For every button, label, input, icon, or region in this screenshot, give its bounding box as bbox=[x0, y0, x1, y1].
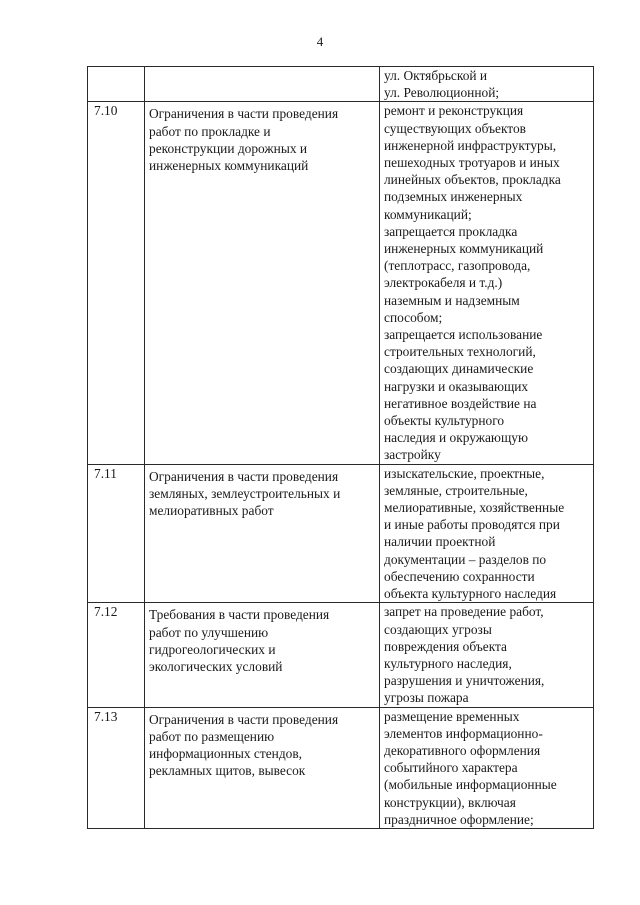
description-line: гидрогеологических и bbox=[149, 641, 276, 657]
requirement-line: элементов информационно- bbox=[384, 725, 543, 741]
requirement-line: инженерной инфраструктуры, bbox=[384, 137, 557, 153]
row-description bbox=[145, 67, 380, 102]
requirement-line: разрушения и уничтожения, bbox=[384, 673, 545, 689]
requirement-line: декоративного оформления bbox=[384, 742, 541, 758]
row-requirements bbox=[380, 464, 594, 603]
description-line: рекламных щитов, вывесок bbox=[149, 763, 306, 779]
requirement-line: застройку bbox=[384, 447, 441, 463]
requirement-line: событийного характера bbox=[384, 760, 518, 776]
requirement-line: строительных технологий, bbox=[384, 344, 536, 360]
row-number: 7.11 bbox=[88, 464, 145, 603]
table-row bbox=[88, 102, 594, 464]
description-line: информационных стендов, bbox=[149, 745, 303, 761]
table-row bbox=[88, 464, 594, 603]
row-requirements bbox=[380, 102, 594, 464]
requirement-line: обеспечению сохранности bbox=[384, 568, 535, 584]
row-description bbox=[145, 603, 380, 707]
requirement-line: электрокабеля и т.д.) bbox=[384, 275, 503, 291]
requirement-line: запрещается прокладка bbox=[384, 223, 518, 239]
row-number: 7.10 bbox=[88, 102, 145, 464]
requirement-line: ремонт и реконструкция bbox=[384, 103, 524, 119]
requirement-line: земляные, строительные, bbox=[384, 482, 528, 498]
page-number: 4 bbox=[316, 34, 324, 49]
requirement-line: объекты культурного bbox=[384, 413, 505, 429]
row-requirements bbox=[380, 603, 594, 707]
requirement-line: повреждения объекта bbox=[384, 638, 508, 654]
requirement-line: запрещается использование bbox=[384, 327, 543, 343]
row-requirements bbox=[380, 707, 594, 828]
requirement-line: мелиоративные, хозяйственные bbox=[384, 500, 565, 516]
description-line: работ по размещению bbox=[149, 728, 275, 744]
description-line: Ограничения в части проведения bbox=[149, 106, 339, 122]
requirement-line: негативное воздействие на bbox=[384, 395, 537, 411]
requirement-line: запрет на проведение работ, bbox=[384, 604, 544, 620]
row-description bbox=[145, 102, 380, 464]
requirement-line: наличии проектной bbox=[384, 534, 496, 550]
requirement-line: создающих динамические bbox=[384, 361, 534, 377]
requirement-line: документации – разделов по bbox=[384, 551, 547, 567]
description-line: работ по прокладке и bbox=[149, 123, 271, 139]
requirement-line: угрозы пожара bbox=[384, 690, 469, 706]
description-line: реконструкции дорожных и bbox=[149, 140, 308, 156]
description-line: Требования в части проведения bbox=[149, 607, 330, 623]
requirement-line: наследия и окружающую bbox=[384, 430, 528, 446]
requirement-line: культурного наследия, bbox=[384, 655, 512, 671]
requirement-line: наземным и надземным bbox=[384, 292, 520, 308]
row-number: 7.13 bbox=[88, 707, 145, 828]
requirement-line: и иные работы проводятся при bbox=[384, 517, 560, 533]
table-row bbox=[88, 67, 594, 102]
row-requirements bbox=[380, 67, 594, 102]
table-row bbox=[88, 707, 594, 828]
requirement-line: линейных объектов, прокладка bbox=[384, 172, 561, 188]
requirement-line: (теплотрасс, газопровода, bbox=[384, 258, 531, 274]
requirement-line: пешеходных тротуаров и иных bbox=[384, 155, 560, 171]
requirement-line: размещение временных bbox=[384, 708, 520, 724]
row-description bbox=[145, 464, 380, 603]
requirement-line: подземных инженерных bbox=[384, 189, 523, 205]
restrictions-table bbox=[87, 66, 594, 829]
table-row bbox=[88, 603, 594, 707]
row-number bbox=[88, 67, 145, 102]
requirement-line: коммуникаций; bbox=[384, 206, 472, 222]
row-number: 7.12 bbox=[88, 603, 145, 707]
description-line: мелиоративных работ bbox=[149, 503, 274, 519]
requirement-line: ул. Революционной; bbox=[384, 85, 500, 101]
table-body bbox=[88, 67, 594, 829]
requirement-line: объекта культурного наследия bbox=[384, 586, 557, 602]
row-description bbox=[145, 707, 380, 828]
description-line: экологических условий bbox=[149, 658, 283, 674]
requirement-line: способом; bbox=[384, 309, 443, 325]
requirement-line: изыскательские, проектные, bbox=[384, 465, 545, 481]
requirement-line: инженерных коммуникаций bbox=[384, 241, 544, 257]
description-line: Ограничения в части проведения bbox=[149, 468, 339, 484]
requirement-line: праздничное оформление; bbox=[384, 811, 534, 827]
requirement-line: ул. Октябрьской и bbox=[384, 68, 488, 83]
description-line: земляных, землеустроительных и bbox=[149, 485, 341, 501]
requirement-line: нагрузки и оказывающих bbox=[384, 378, 529, 394]
description-line: Ограничения в части проведения bbox=[149, 711, 339, 727]
description-line: работ по улучшению bbox=[149, 624, 269, 640]
requirement-line: существующих объектов bbox=[384, 120, 526, 136]
description-line: инженерных коммуникаций bbox=[149, 158, 309, 174]
requirement-line: создающих угрозы bbox=[384, 621, 492, 637]
requirement-line: конструкции), включая bbox=[384, 794, 516, 810]
requirement-line: (мобильные информационные bbox=[384, 777, 557, 793]
